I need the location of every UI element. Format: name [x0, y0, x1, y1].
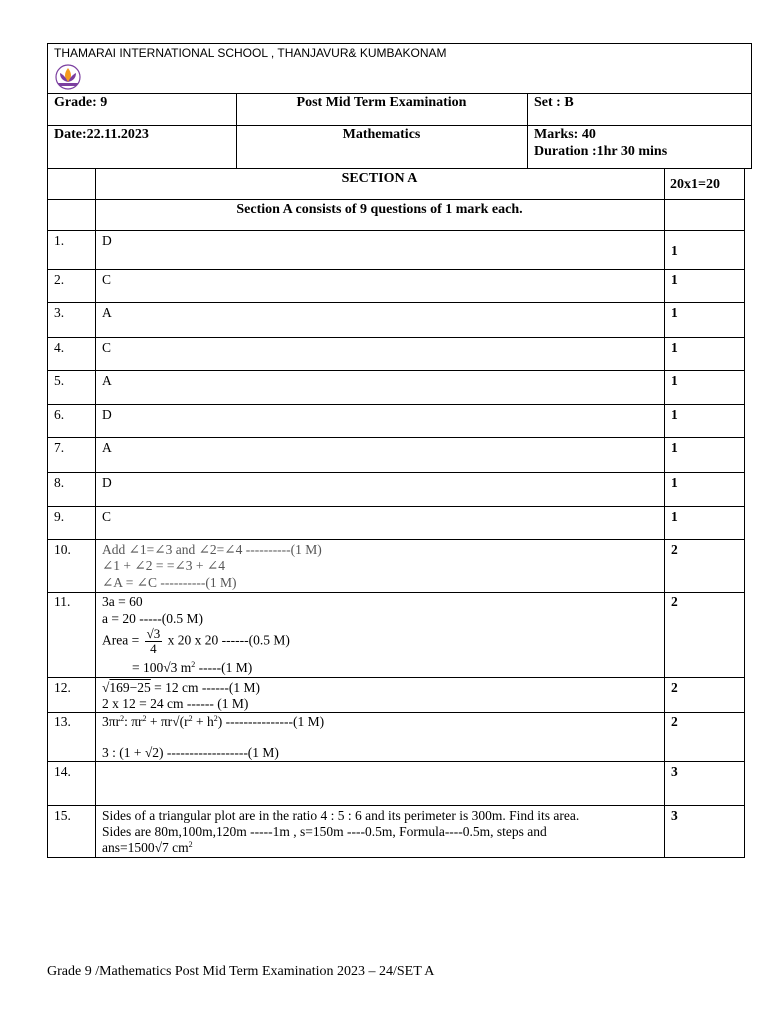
answer: C [102, 272, 112, 287]
page-footer: Grade 9 /Mathematics Post Mid Term Examination 2023 – 24/SET A [47, 964, 435, 979]
school-logo [52, 64, 84, 90]
marks-value: 1 [671, 243, 678, 258]
answer-line: 2 x 12 = 24 cm ------ (1 M) [102, 696, 249, 711]
marks-value: 2 [671, 594, 678, 609]
answer: C [102, 509, 112, 524]
answer-line: 3a = 60 [102, 594, 143, 609]
fraction-numerator: √3 [146, 626, 161, 641]
marks-label: Marks: 40 [534, 127, 596, 142]
question-number: 6. [54, 407, 65, 422]
area-label: Area = [102, 632, 140, 648]
section-title: SECTION A [341, 171, 418, 186]
marks-value: 1 [671, 373, 678, 388]
radicand: 169−25 [109, 680, 151, 695]
term: + h [195, 714, 214, 729]
marks-value: 1 [671, 340, 678, 355]
marks-value: 2 [671, 542, 678, 557]
answer-line: Sides are 80m,100m,120m -----1m , s=150m ----0.5m, Formula----0.5m, steps and [102, 824, 547, 839]
answer-line [102, 840, 193, 856]
question-number: 9. [54, 509, 65, 524]
term: ) ---------------(1 M) [217, 714, 325, 729]
superscript: 2 [191, 660, 196, 669]
answer: A [102, 305, 112, 320]
marks-value: 1 [671, 440, 678, 455]
question-number: 7. [54, 440, 65, 455]
answer: C [102, 340, 112, 355]
question-number: 12. [54, 680, 71, 695]
subject-label: Mathematics [342, 127, 421, 142]
answer-line [102, 714, 324, 730]
marks-value: 3 [671, 808, 678, 823]
superscript: 2 [213, 714, 218, 723]
question-number: 1. [54, 233, 65, 248]
answer-line [132, 660, 252, 676]
term: 3πr [102, 714, 121, 729]
superscript: 2 [188, 840, 193, 849]
section-description: Section A consists of 9 questions of 1 mark each. [236, 202, 523, 217]
question-number: 4. [54, 340, 65, 355]
grade-label: Grade: 9 [54, 95, 108, 110]
answer: A [102, 373, 112, 388]
term: + πr√(r [149, 714, 189, 729]
marks-value: 1 [671, 475, 678, 490]
set-label: Set : B [534, 95, 574, 110]
question-number: 2. [54, 272, 65, 287]
marks-value: 1 [671, 407, 678, 422]
final-answer: ans=1500√7 cm [102, 840, 189, 855]
fraction-denominator: 4 [150, 641, 157, 656]
answer-line: Add ∠1=∠3 and ∠2=∠4 ----------(1 M) [102, 542, 322, 557]
answer: D [102, 233, 112, 248]
marks-value: 2 [671, 680, 678, 695]
marks-value: 1 [671, 509, 678, 524]
answer-line: ∠A = ∠C ----------(1 M) [102, 575, 237, 590]
answer-line: ∠1 + ∠2 = =∠3 + ∠4 [102, 558, 225, 573]
question-number: 10. [54, 542, 71, 557]
superscript: 2 [120, 714, 125, 723]
area-working: x 20 x 20 ------(0.5 M) [167, 632, 290, 648]
answer: D [102, 475, 112, 490]
school-name: THAMARAI INTERNATIONAL SCHOOL , THANJAVUR& KUMBAKONAM [54, 46, 447, 60]
question-number: 15. [54, 808, 71, 823]
question-number: 11. [54, 594, 71, 609]
section-total-marks: 20x1=20 [670, 177, 720, 192]
area-marks: -----(1 M) [198, 660, 253, 675]
date-label: Date:22.11.2023 [54, 127, 149, 142]
question-number: 14. [54, 764, 71, 779]
root-sign: √ [102, 680, 110, 695]
question-number: 5. [54, 373, 65, 388]
answer: A [102, 440, 112, 455]
question-number: 8. [54, 475, 65, 490]
answer-line [102, 627, 290, 656]
question-number: 3. [54, 305, 65, 320]
answer-line: a = 20 -----(0.5 M) [102, 611, 203, 626]
answer-line: 3 : (1 + √2) ------------------(1 M) [102, 745, 279, 760]
term: : πr [124, 714, 143, 729]
fraction [145, 627, 163, 656]
marks-value: 1 [671, 272, 678, 287]
area-result: = 100√3 m [132, 660, 192, 675]
marks-value: 3 [671, 764, 678, 779]
marks-value: 2 [671, 714, 678, 729]
answer-line: Sides of a triangular plot are in the ratio 4 : 5 : 6 and its perimeter is 300m. Find its area. [102, 808, 580, 823]
working: = 12 cm ------(1 M) [154, 680, 260, 695]
duration-label: Duration :1hr 30 mins [534, 144, 668, 159]
exam-title: Post Mid Term Examination [296, 95, 467, 110]
question-number: 13. [54, 714, 71, 729]
superscript: 2 [142, 714, 147, 723]
answer-line [102, 680, 260, 696]
superscript: 2 [188, 714, 193, 723]
answer: D [102, 407, 112, 422]
marks-value: 1 [671, 305, 678, 320]
